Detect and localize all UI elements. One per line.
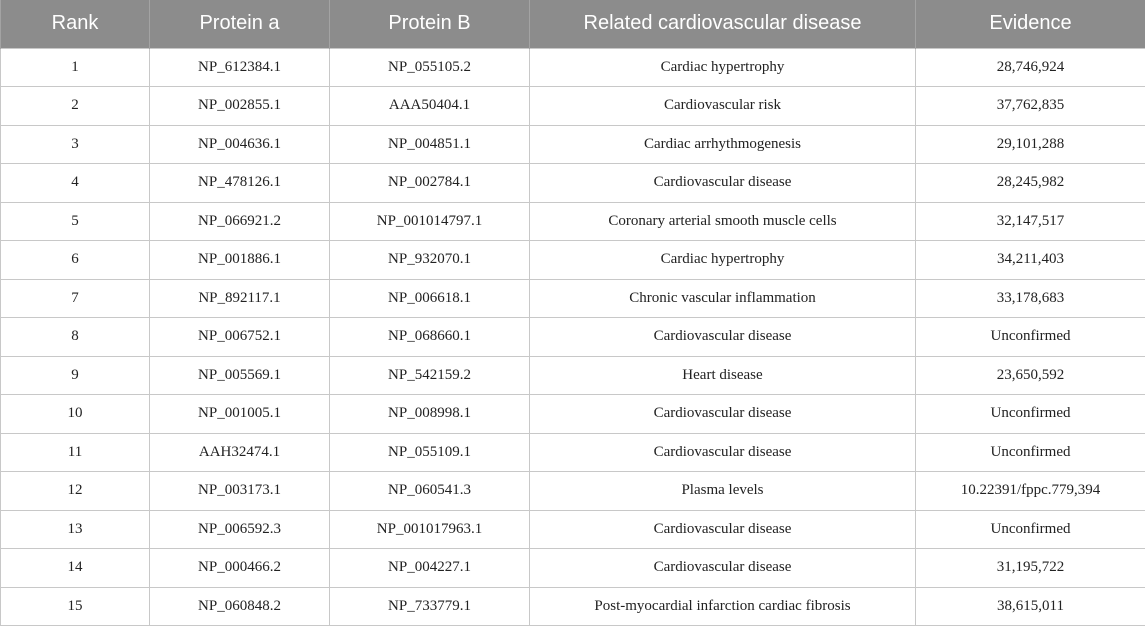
cell-rank: 10 xyxy=(1,395,150,434)
cell-related-disease: Chronic vascular inflammation xyxy=(530,279,916,318)
cell-evidence: 23,650,592 xyxy=(916,356,1145,395)
cell-protein-b: NP_060541.3 xyxy=(330,472,530,511)
cell-protein-a: NP_066921.2 xyxy=(150,202,330,241)
table-row xyxy=(1,241,1145,280)
cell-protein-a: AAH32474.1 xyxy=(150,433,330,472)
table-row xyxy=(1,318,1145,357)
table-row xyxy=(1,356,1145,395)
table-row xyxy=(1,164,1145,203)
cell-evidence: 33,178,683 xyxy=(916,279,1145,318)
cell-protein-a: NP_060848.2 xyxy=(150,587,330,626)
cell-rank: 2 xyxy=(1,87,150,126)
cell-evidence: 32,147,517 xyxy=(916,202,1145,241)
cell-related-disease: Coronary arterial smooth muscle cells xyxy=(530,202,916,241)
cell-protein-b: NP_542159.2 xyxy=(330,356,530,395)
cell-rank: 14 xyxy=(1,549,150,588)
header-row xyxy=(1,0,1145,48)
cell-rank: 6 xyxy=(1,241,150,280)
cell-related-disease: Cardiovascular disease xyxy=(530,510,916,549)
cell-related-disease: Cardiovascular disease xyxy=(530,549,916,588)
cell-rank: 9 xyxy=(1,356,150,395)
cell-evidence: 34,211,403 xyxy=(916,241,1145,280)
table-row xyxy=(1,472,1145,511)
cell-rank: 1 xyxy=(1,48,150,87)
cell-evidence: 29,101,288 xyxy=(916,125,1145,164)
cell-rank: 8 xyxy=(1,318,150,357)
table-row xyxy=(1,125,1145,164)
cell-related-disease: Cardiac hypertrophy xyxy=(530,48,916,87)
cell-evidence: 10.22391/fppc.779,394 xyxy=(916,472,1145,511)
cell-protein-a: NP_006592.3 xyxy=(150,510,330,549)
cell-protein-b: NP_004227.1 xyxy=(330,549,530,588)
cell-rank: 13 xyxy=(1,510,150,549)
cell-rank: 3 xyxy=(1,125,150,164)
cell-rank: 12 xyxy=(1,472,150,511)
cell-protein-a: NP_001005.1 xyxy=(150,395,330,434)
cell-protein-b: AAA50404.1 xyxy=(330,87,530,126)
cell-protein-b: NP_001017963.1 xyxy=(330,510,530,549)
cell-protein-a: NP_612384.1 xyxy=(150,48,330,87)
table-row xyxy=(1,510,1145,549)
cell-evidence: Unconfirmed xyxy=(916,318,1145,357)
cell-evidence: Unconfirmed xyxy=(916,395,1145,434)
cell-evidence: Unconfirmed xyxy=(916,433,1145,472)
cell-related-disease: Cardiac arrhythmogenesis xyxy=(530,125,916,164)
cell-protein-a: NP_005569.1 xyxy=(150,356,330,395)
cell-related-disease: Cardiac hypertrophy xyxy=(530,241,916,280)
cell-rank: 4 xyxy=(1,164,150,203)
cell-protein-a: NP_006752.1 xyxy=(150,318,330,357)
table-row xyxy=(1,587,1145,626)
header-related-disease: Related cardiovascular disease xyxy=(530,0,916,48)
table-header xyxy=(1,0,1145,48)
table-row xyxy=(1,48,1145,87)
cell-evidence: 28,746,924 xyxy=(916,48,1145,87)
cell-protein-b: NP_002784.1 xyxy=(330,164,530,203)
table-body xyxy=(1,48,1145,626)
cell-protein-b: NP_055109.1 xyxy=(330,433,530,472)
cell-protein-a: NP_003173.1 xyxy=(150,472,330,511)
cell-related-disease: Plasma levels xyxy=(530,472,916,511)
cell-protein-a: NP_478126.1 xyxy=(150,164,330,203)
cell-protein-a: NP_892117.1 xyxy=(150,279,330,318)
header-rank: Rank xyxy=(1,0,150,48)
cell-protein-b: NP_008998.1 xyxy=(330,395,530,434)
cell-protein-a: NP_002855.1 xyxy=(150,87,330,126)
cell-related-disease: Cardiovascular risk xyxy=(530,87,916,126)
header-evidence: Evidence xyxy=(916,0,1145,48)
cell-protein-a: NP_004636.1 xyxy=(150,125,330,164)
table-row xyxy=(1,279,1145,318)
cell-related-disease: Cardiovascular disease xyxy=(530,433,916,472)
cell-protein-b: NP_932070.1 xyxy=(330,241,530,280)
table-row xyxy=(1,202,1145,241)
cell-related-disease: Cardiovascular disease xyxy=(530,318,916,357)
cell-evidence: 28,245,982 xyxy=(916,164,1145,203)
cell-rank: 11 xyxy=(1,433,150,472)
cell-protein-a: NP_001886.1 xyxy=(150,241,330,280)
cell-evidence: 31,195,722 xyxy=(916,549,1145,588)
header-protein-a: Protein a xyxy=(150,0,330,48)
cell-protein-b: NP_055105.2 xyxy=(330,48,530,87)
cell-protein-b: NP_006618.1 xyxy=(330,279,530,318)
cell-protein-a: NP_000466.2 xyxy=(150,549,330,588)
cell-protein-b: NP_004851.1 xyxy=(330,125,530,164)
cell-evidence: Unconfirmed xyxy=(916,510,1145,549)
cell-evidence: 37,762,835 xyxy=(916,87,1145,126)
cell-rank: 15 xyxy=(1,587,150,626)
table-row xyxy=(1,549,1145,588)
cell-related-disease: Heart disease xyxy=(530,356,916,395)
cell-rank: 7 xyxy=(1,279,150,318)
cell-protein-b: NP_733779.1 xyxy=(330,587,530,626)
cell-rank: 5 xyxy=(1,202,150,241)
cell-related-disease: Post-myocardial infarction cardiac fibrosis xyxy=(530,587,916,626)
cell-protein-b: NP_001014797.1 xyxy=(330,202,530,241)
header-protein-b: Protein B xyxy=(330,0,530,48)
cell-related-disease: Cardiovascular disease xyxy=(530,164,916,203)
table-row xyxy=(1,87,1145,126)
cell-evidence: 38,615,011 xyxy=(916,587,1145,626)
table-row xyxy=(1,433,1145,472)
cell-protein-b: NP_068660.1 xyxy=(330,318,530,357)
cell-related-disease: Cardiovascular disease xyxy=(530,395,916,434)
table-row xyxy=(1,395,1145,434)
